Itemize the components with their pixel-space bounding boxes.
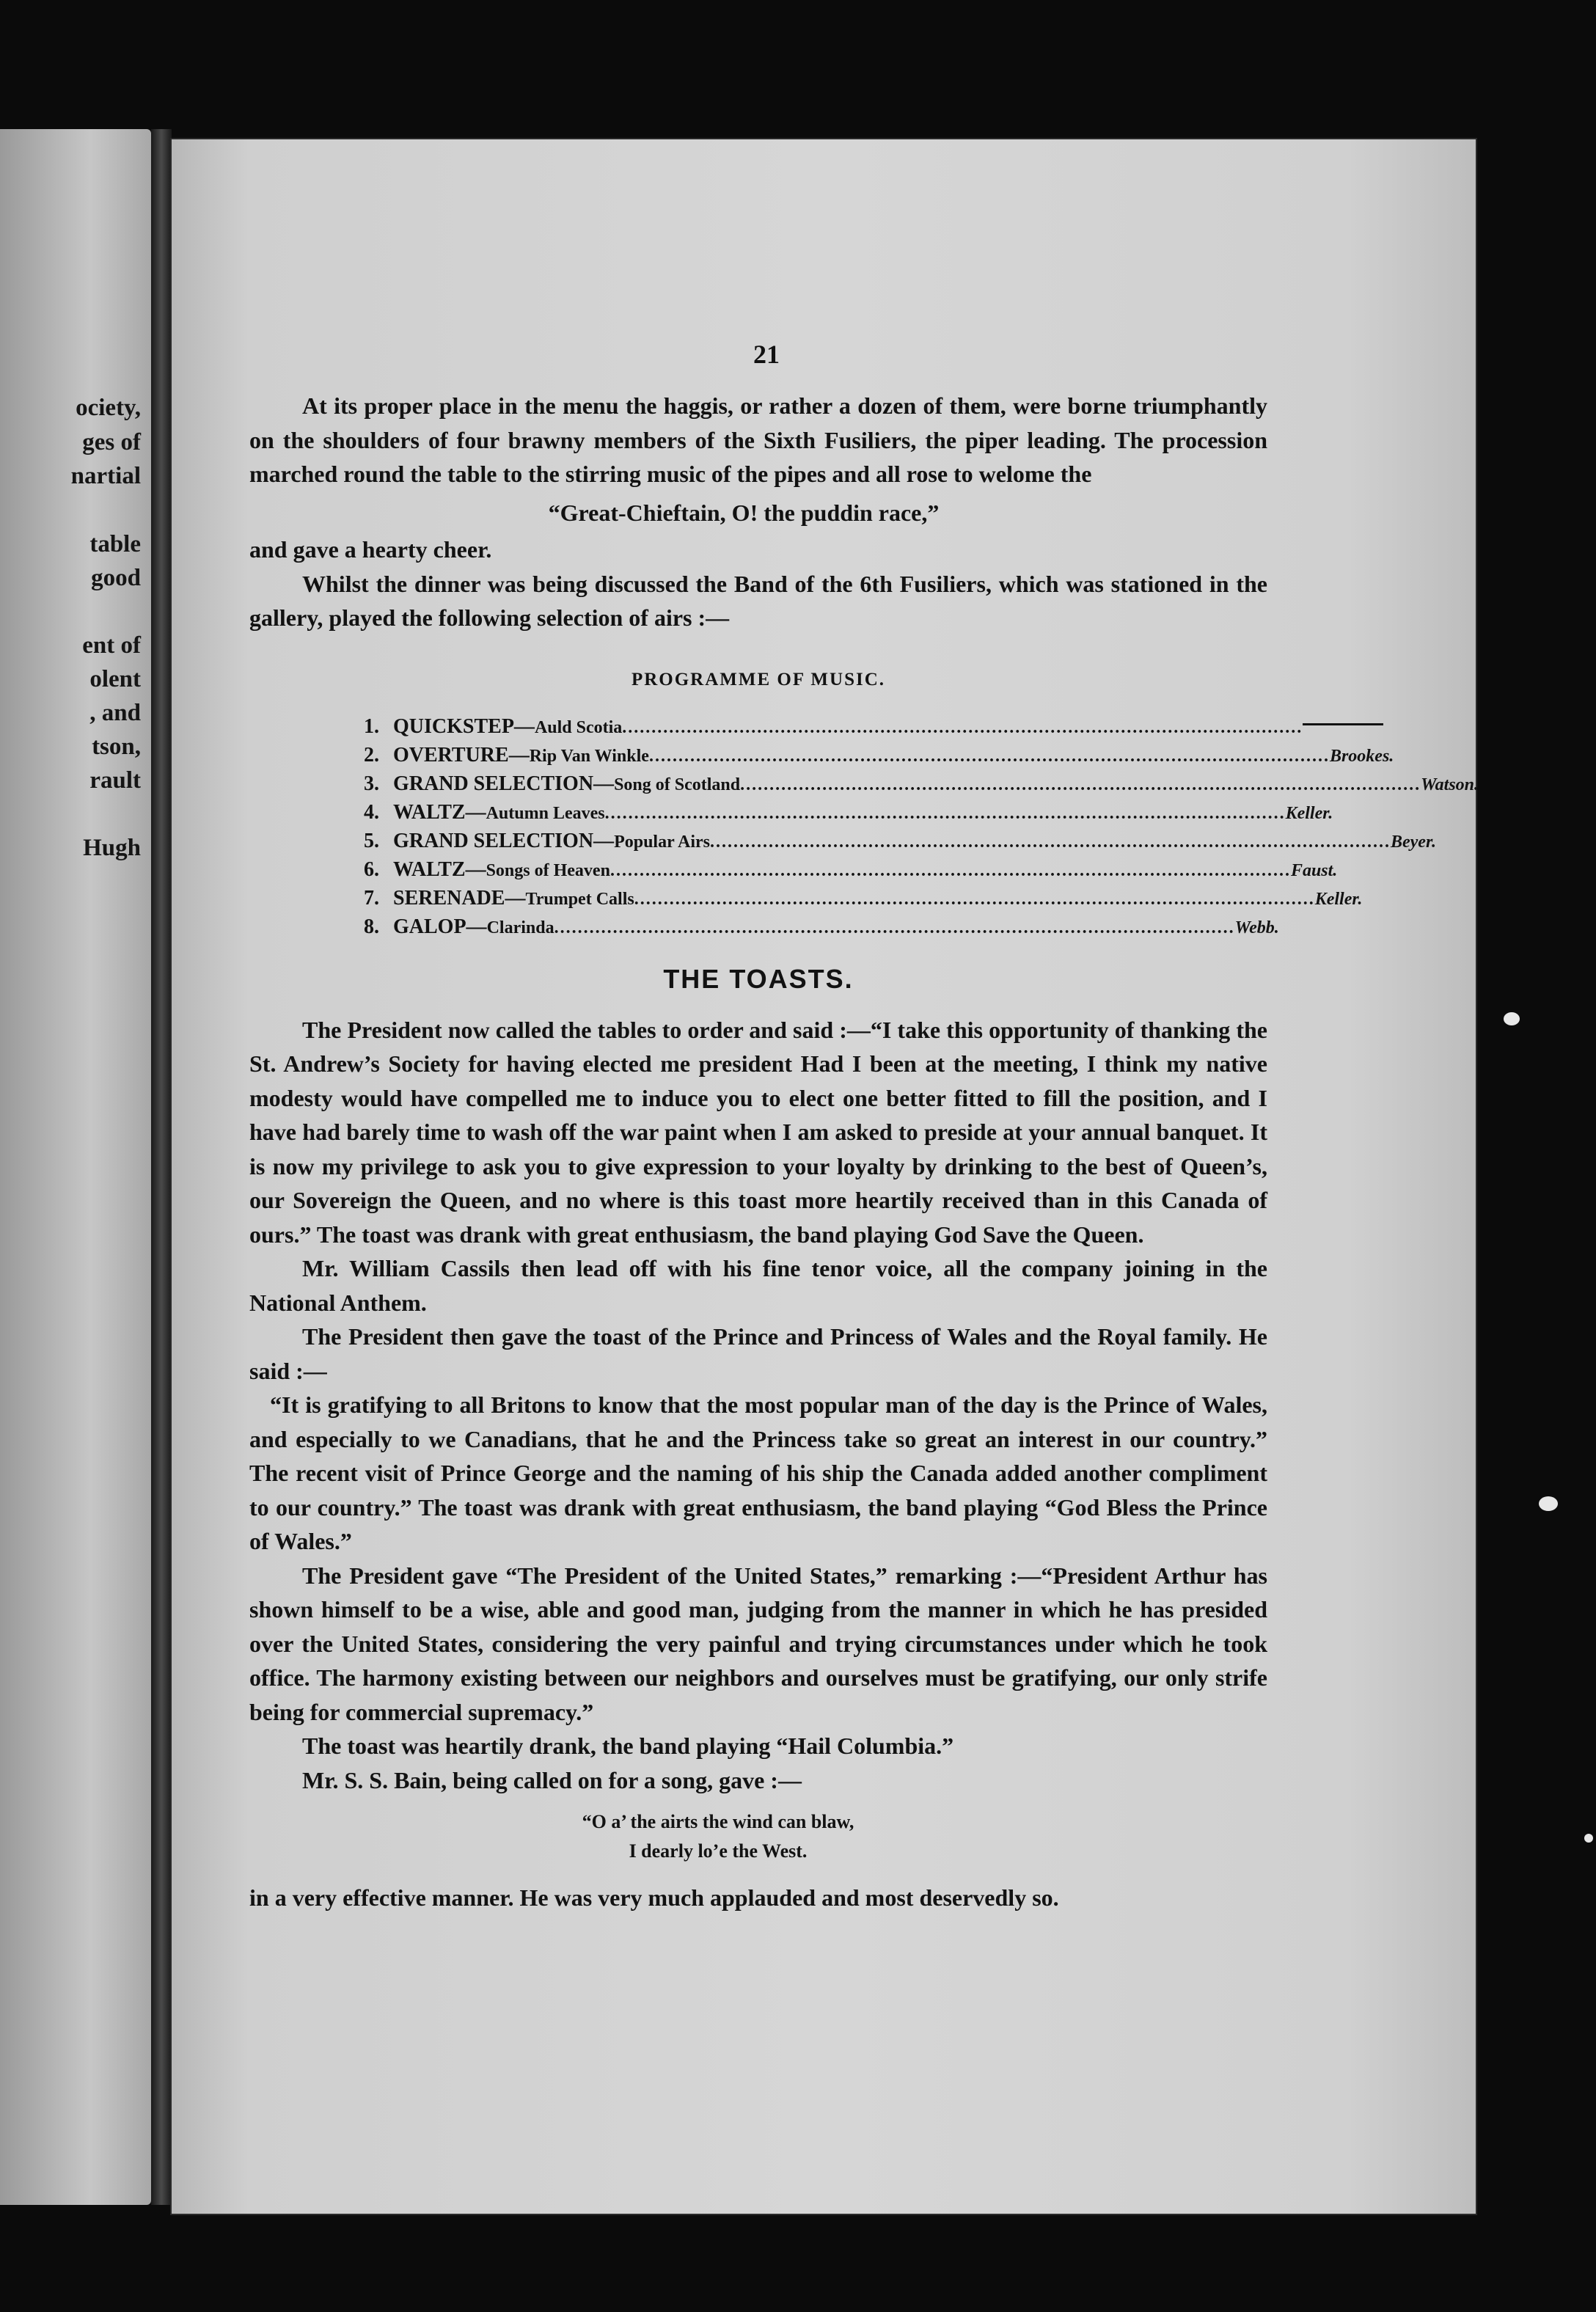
programme-item-number: 6.: [364, 858, 379, 881]
programme-item-number: 8.: [364, 915, 379, 938]
scan-speck: [1539, 1496, 1558, 1511]
programme-item: [364, 913, 1279, 942]
left-facing-page: [0, 129, 151, 2205]
programme-item-subtitle: Autumn Leaves: [486, 804, 605, 823]
programme-item-number: 1.: [364, 715, 379, 738]
programme-item-title: QUICKSTEP—: [393, 715, 535, 738]
song-verse-line: I dearly lo’e the West.: [629, 1840, 808, 1862]
bain-song-paragraph: Mr. S. S. Bain, being called on for a song, gave :—: [302, 1766, 802, 1793]
left-page-fragment: nartial: [70, 463, 141, 489]
left-page-fragment: olent: [89, 666, 141, 692]
page-number: 21: [753, 340, 780, 369]
president-opening-paragraph: The President now called the tables to order and said :—“I take this opportunity of thanking the St. Andrew’s Society for having elected me president Had I been at the meeting, I think my native modesty would have compelled me to induce you to elect one better fitted to fill the position, and I have had barely time to wash off the war paint when I am asked to preside at your annual banquet. It is now my privilege to ask you to give expression to your loyalty by drinking to the best of Queen’s, our Sovereign the Queen, and no where is this toast more heartily received than in this Canada of ours.” The toast was drank with great enthusiasm, the band playing God Save the Queen.: [249, 1016, 1267, 1248]
programme-item-number: 5.: [364, 830, 379, 852]
programme-item-number: 4.: [364, 801, 379, 824]
programme-item-subtitle: Songs of Heaven: [486, 861, 610, 880]
leader-dots: ....................................................................................................................: [648, 747, 1330, 766]
leader-dots: ....................................................................................................................: [709, 833, 1391, 852]
programme-item-composer: Brookes.: [1329, 747, 1394, 766]
cheer-line: and gave a hearty cheer.: [249, 536, 492, 563]
programme-item-title: GALOP—: [393, 915, 487, 938]
left-page-fragment: ges of: [82, 429, 141, 456]
leader-dots: ....................................................................................................................: [740, 775, 1421, 794]
prince-toast-paragraph: The President then gave the toast of the Prince and Princess of Wales and the Royal family. He said :—: [249, 1323, 1267, 1384]
us-president-paragraph: The President gave “The President of the United States,” remarking :—“President Arthur has shown himself to be a wise, able and good man, judging from the manner in which he has presided over the United States, considering the very painful and trying circumstances under which he took office. The harmony existing between our neighbors and ourselves must be gratifying, our only strife being for commercial supremacy.”: [249, 1562, 1267, 1725]
left-page-fragment: ent of: [82, 632, 141, 659]
programme-item-title: OVERTURE—: [393, 744, 530, 767]
hail-columbia-paragraph: The toast was heartily drank, the band playing “Hail Columbia.”: [302, 1733, 954, 1759]
programme-item-composer: Keller.: [1314, 890, 1363, 909]
scan-speck: [1584, 1834, 1593, 1843]
toasts-heading: THE TOASTS.: [663, 964, 854, 994]
programme-item-subtitle: Clarinda: [486, 918, 554, 937]
programme-item-title: SERENADE—: [393, 887, 526, 910]
programme-item-composer: Keller.: [1285, 804, 1333, 823]
programme-item-number: 2.: [364, 744, 379, 767]
programme-item-subtitle: Trumpet Calls: [525, 890, 634, 909]
left-page-fragment: Hugh: [83, 835, 141, 861]
leader-dots: ....................................................................................................................: [622, 718, 1303, 737]
programme-item: [364, 856, 1338, 885]
programme-item-composer: Beyer.: [1390, 833, 1436, 852]
programme-item-subtitle: Auld Scotia: [534, 718, 623, 737]
programme-item-composer: Webb.: [1234, 918, 1279, 937]
programme-item-title: WALTZ—: [393, 858, 486, 881]
programme-item-title: GRAND SELECTION—: [393, 830, 615, 852]
haggis-paragraph: At its proper place in the menu the haggis, or rather a dozen of them, were borne triumphantly on the shoulders of four brawny members of the Sixth Fusiliers, the piper leading. The procession marched round the table to the stirring music of the pipes and all rose to welome the: [249, 392, 1267, 487]
song-verse: [249, 1807, 1267, 1866]
programme-item: [364, 799, 1333, 827]
programme-item-number: 3.: [364, 772, 379, 795]
left-page-fragment: good: [91, 565, 141, 591]
programme-item-number: 7.: [364, 887, 379, 910]
composer-blank-dash: [1303, 723, 1383, 725]
programme-item-composer: Watson.: [1421, 775, 1479, 794]
closing-line: in a very effective manner. He was very much applauded and most deservedly so.: [249, 1884, 1059, 1911]
programme-item: [364, 885, 1363, 913]
leader-dots: ....................................................................................................................: [604, 804, 1286, 823]
book-gutter: [151, 129, 172, 2205]
left-page-fragment: table: [89, 531, 141, 557]
programme-item: [364, 827, 1436, 856]
left-page-fragment: tson,: [92, 734, 141, 760]
leader-dots: ....................................................................................................................: [610, 861, 1291, 880]
programme-list: [364, 713, 1479, 942]
programme-item-title: GRAND SELECTION—: [393, 772, 615, 795]
scan-speck: [1504, 1012, 1520, 1025]
band-paragraph: Whilst the dinner was being discussed the Band of the 6th Fusiliers, which was stationed in the gallery, played the following selection of airs :—: [249, 570, 1267, 631]
programme-title: PROGRAMME OF MUSIC.: [631, 669, 886, 689]
haggis-quote: “Great-Chieftain, O! the puddin race,”: [548, 499, 940, 526]
programme-item-title: WALTZ—: [393, 801, 486, 824]
leader-dots: ....................................................................................................................: [634, 890, 1315, 909]
leader-dots: ....................................................................................................................: [554, 918, 1235, 937]
programme-item-subtitle: Song of Scotland: [614, 775, 741, 794]
programme-item: [364, 713, 1303, 742]
left-page-fragment: ociety,: [76, 395, 141, 421]
programme-item-subtitle: Popular Airs: [614, 833, 710, 852]
programme-item-subtitle: Rip Van Winkle: [529, 747, 649, 766]
song-verse-line: “O a’ the airts the wind can blaw,: [582, 1811, 854, 1832]
programme-item: [364, 770, 1479, 799]
programme-item: [364, 742, 1394, 770]
prince-quote-paragraph: “It is gratifying to all Britons to know that the most popular man of the day is the Prince of Wales, and especially to we Canadians, that he and the Princess take so great an interest in our country.” The recent visit of Prince George and the naming of his ship the Canada added another compliment to our country.” The toast was drank with great enthusiasm, the band playing “God Bless the Prince of Wales.”: [249, 1391, 1267, 1554]
page-body: [249, 389, 1479, 1915]
left-page-fragment: rault: [89, 767, 141, 794]
cassils-paragraph: Mr. William Cassils then lead off with his fine tenor voice, all the company joining in the National Anthem.: [249, 1255, 1267, 1316]
left-page-fragment: , and: [89, 700, 141, 726]
programme-item-composer: Faust.: [1290, 861, 1338, 880]
